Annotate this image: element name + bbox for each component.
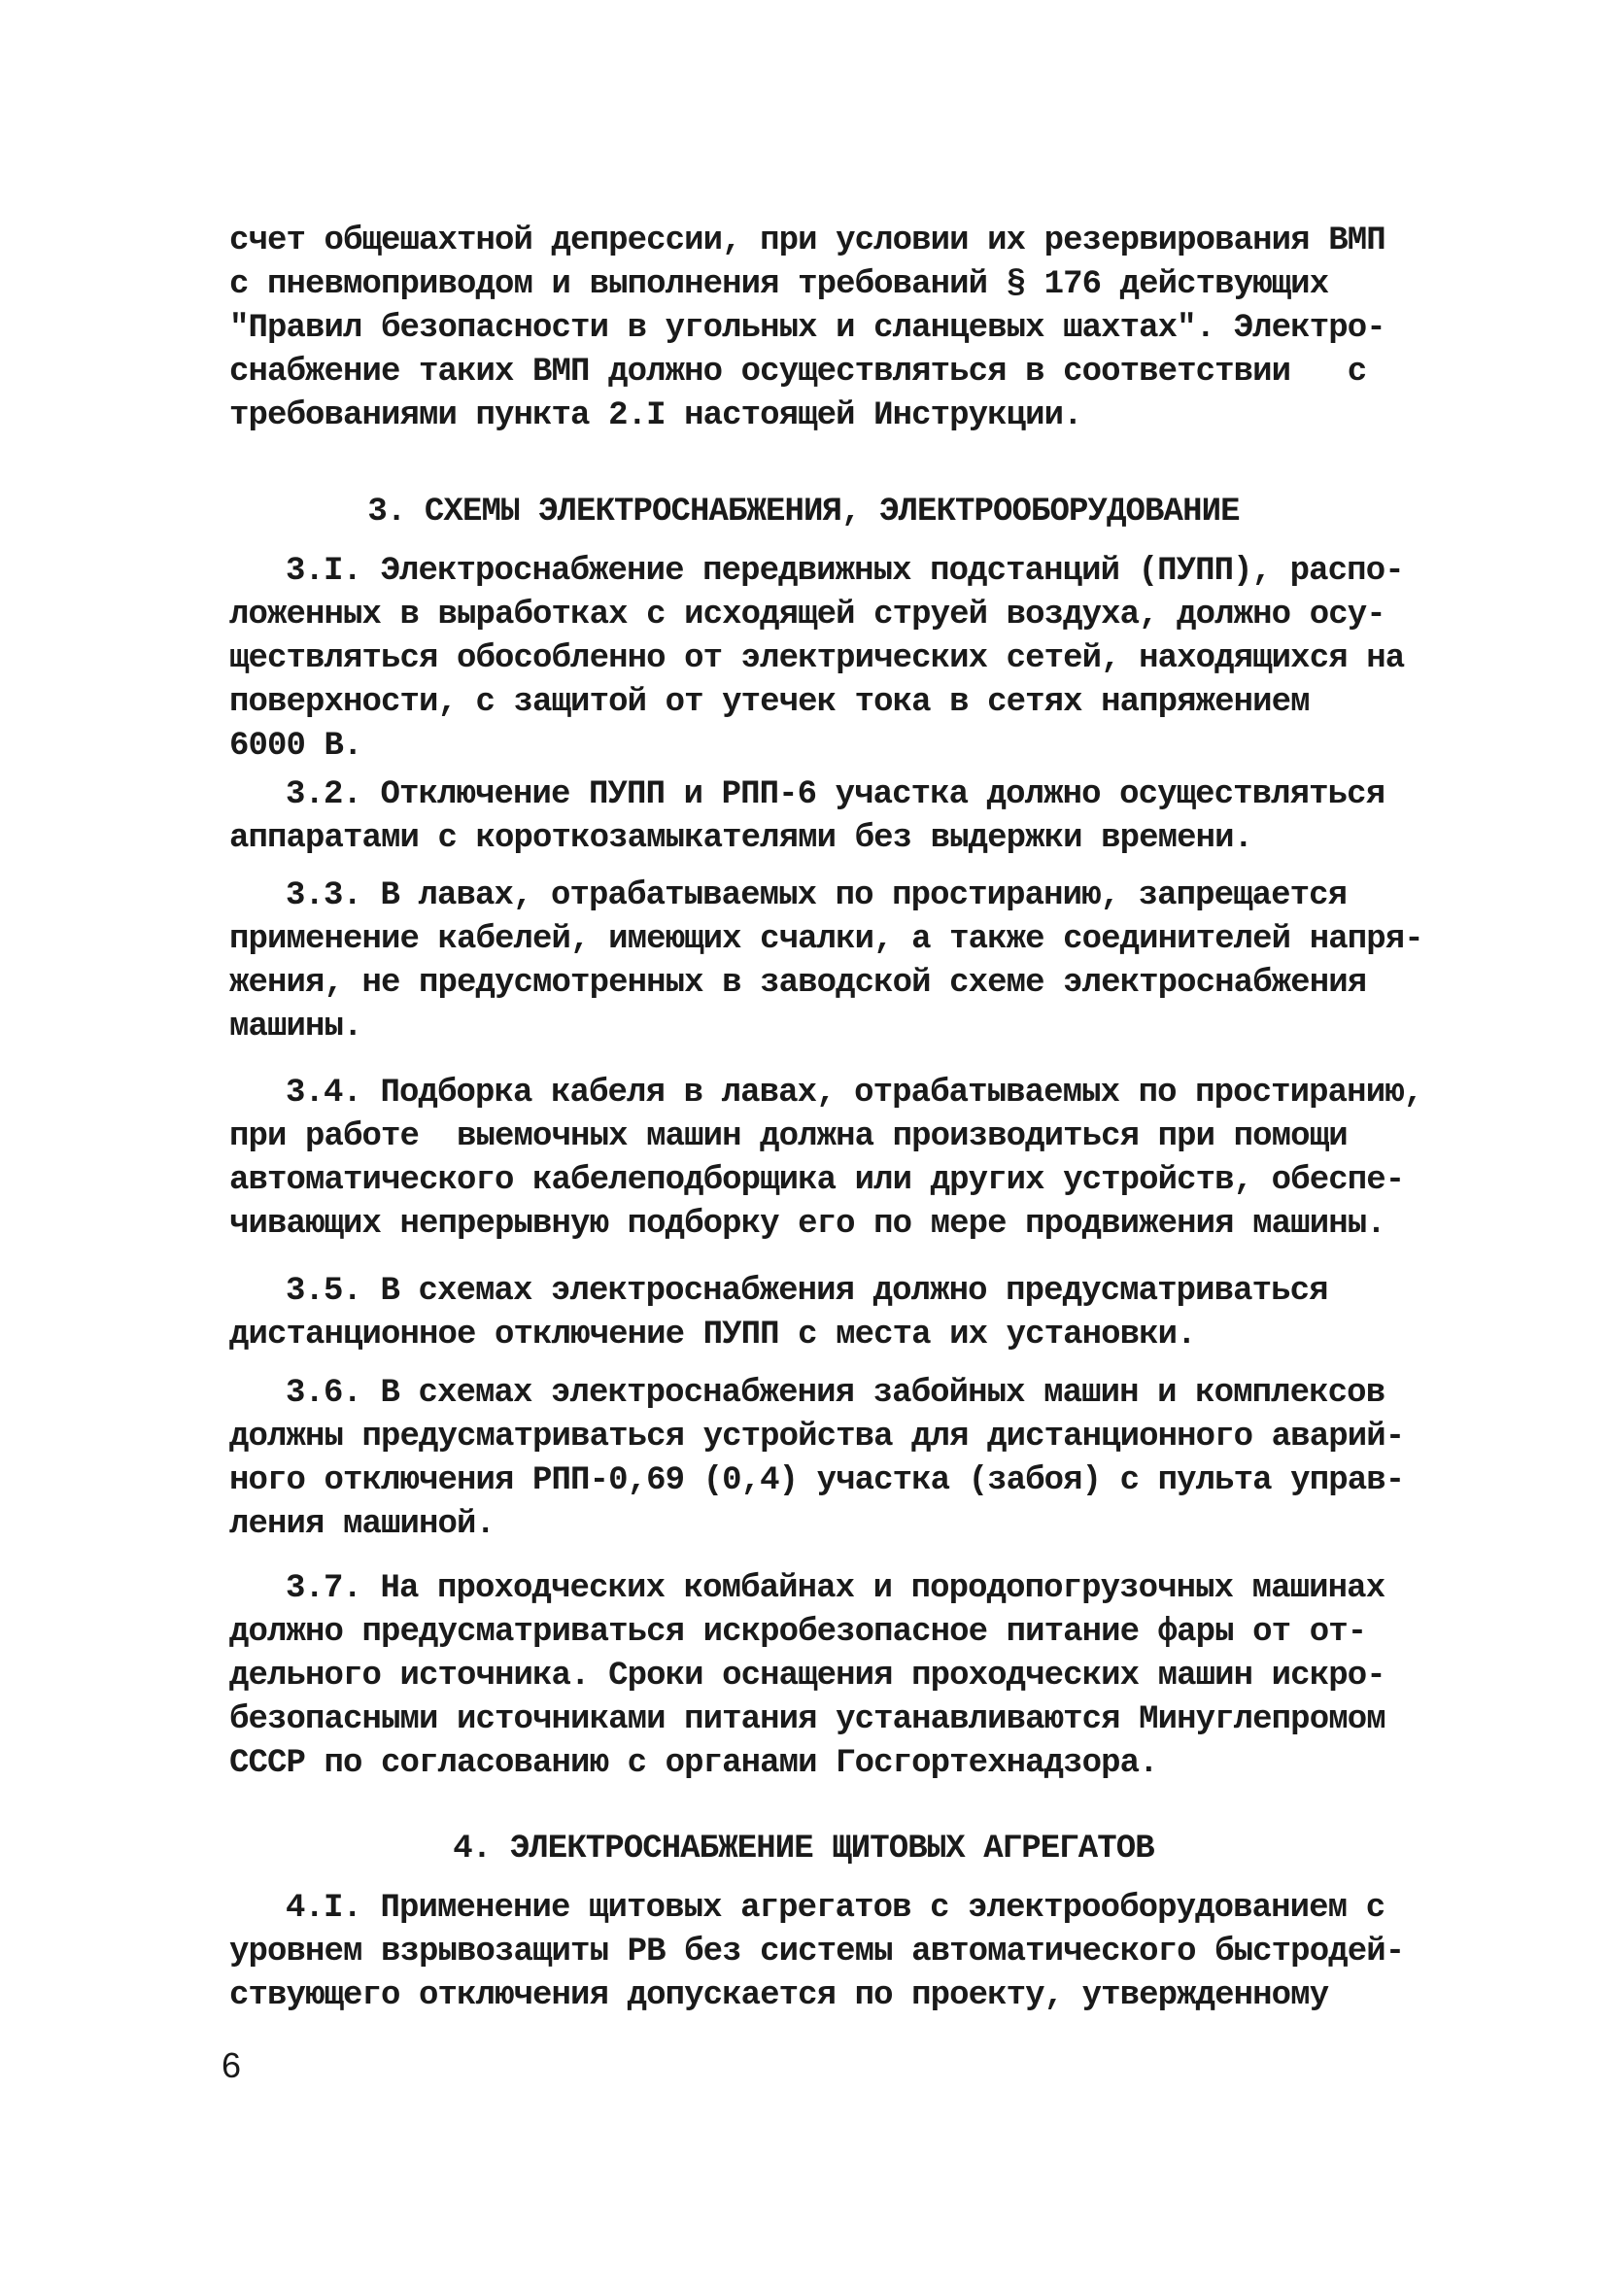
- text-line: 4.I. Применение щитовых агрегатов с электрооборудованием с: [286, 1890, 1385, 1927]
- text-line: 3.6. В схемах электроснабжения забойных машин и комплексов: [286, 1375, 1385, 1412]
- text-line: 3.3. В лавах, отрабатываемых по простиранию, запрещается: [286, 877, 1348, 914]
- text-line: 3.4. Подборка кабеля в лавах, отрабатываемых по простиранию,: [286, 1075, 1423, 1112]
- text-line: должны предусматриваться устройства для дистанционного аварий-: [229, 1419, 1405, 1456]
- paragraph-3-6: [229, 1372, 1405, 1547]
- text-line: 3.2. Отключение ПУПП и РПП-6 участка должно осуществляться: [286, 776, 1385, 813]
- text-line: ществляться обособленно от электрических сетей, находящихся на: [229, 640, 1405, 677]
- paragraph-4-1: [229, 1887, 1405, 2018]
- text-line: ложенных в выработках с исходящей струей воздуха, должно осу-: [229, 597, 1385, 634]
- text-line: 3.I. Электроснабжение передвижных подстанций (ПУПП), распо-: [286, 553, 1404, 590]
- text-line: требованиями пункта 2.I настоящей Инструкции.: [229, 397, 1082, 434]
- paragraph-3-5: [229, 1270, 1376, 1357]
- text-line: снабжение таких ВМП должно осуществляться в соответствии с: [229, 354, 1367, 391]
- text-line: автоматического кабелеподборщика или других устройств, обеспе-: [229, 1162, 1405, 1199]
- text-line: "Правил безопасности в угольных и сланцевых шахтах". Электро-: [229, 310, 1385, 347]
- text-line: безопасными источниками питания устанавливаются Минуглепромом: [229, 1701, 1385, 1738]
- text-line: ления машиной.: [229, 1506, 496, 1543]
- text-line: жения, не предусмотренных в заводской схеме электроснабжения: [229, 965, 1367, 1002]
- paragraph-3-7: [229, 1567, 1385, 1786]
- text-line: должно предусматриваться искробезопасное питание фары от от-: [229, 1614, 1367, 1651]
- paragraph-3-2: [229, 773, 1385, 861]
- text-line: уровнем взрывозащиты РВ без системы автоматического быстродей-: [229, 1934, 1405, 1970]
- text-line: дельного источника. Сроки оснащения проходческих машин искро-: [229, 1658, 1385, 1695]
- intro-paragraph: [229, 220, 1385, 438]
- text-line: 6000 В.: [229, 728, 362, 765]
- paragraph-3-1: [229, 550, 1405, 769]
- text-line: ствующего отключения допускается по проекту, утвержденному: [229, 1977, 1329, 2014]
- section-3-heading: 3. СХЕМЫ ЭЛЕКТРОСНАБЖЕНИЯ, ЭЛЕКТРООБОРУДОВАНИЕ: [367, 494, 1240, 531]
- text-line: аппаратами с короткозамыкателями без выдержки времени.: [229, 820, 1253, 857]
- text-line: машины.: [229, 1009, 362, 1045]
- text-line: применение кабелей, имеющих счалки, а также соединителей напря-: [229, 921, 1423, 958]
- page-number: 6: [222, 2045, 242, 2085]
- text-line: ного отключения РПП-0,69 (0,4) участка (забоя) с пульта управ-: [229, 1462, 1405, 1499]
- paragraph-3-4: [229, 1072, 1423, 1247]
- section-4-heading: 4. ЭЛЕКТРОСНАБЖЕНИЕ ЩИТОВЫХ АГРЕГАТОВ: [453, 1831, 1154, 1868]
- text-line: чивающих непрерывную подборку его по мере продвижения машины.: [229, 1206, 1385, 1243]
- text-line: дистанционное отключение ПУПП с места их установки.: [229, 1317, 1196, 1354]
- text-line: 3.7. На проходческих комбайнах и породопогрузочных машинах: [286, 1570, 1385, 1607]
- text-line: СССР по согласованию с органами Госгортехнадзора.: [229, 1745, 1158, 1782]
- text-line: 3.5. В схемах электроснабжения должно предусматриваться: [286, 1273, 1328, 1310]
- text-line: счет общешахтной депрессии, при условии их резервирования ВМП: [229, 223, 1385, 259]
- text-line: с пневмоприводом и выполнения требований § 176 действующих: [229, 266, 1329, 303]
- text-line: поверхности, с защитой от утечек тока в сетях напряжением: [229, 684, 1310, 721]
- paragraph-3-3: [229, 874, 1423, 1049]
- text-line: при работе выемочных машин должна производиться при помощи: [229, 1118, 1348, 1155]
